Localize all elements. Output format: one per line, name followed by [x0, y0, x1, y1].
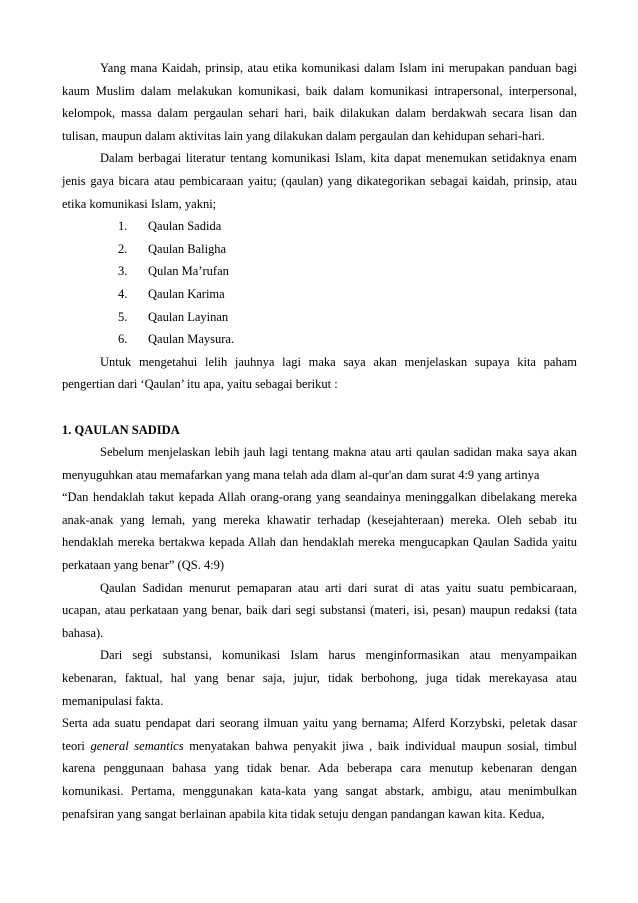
list-number: 3. — [118, 264, 128, 279]
list-item — [62, 306, 577, 329]
list-number: 2. — [118, 241, 128, 256]
qaulan-list — [62, 215, 577, 351]
paragraph-korzybski — [62, 712, 577, 825]
list-item — [62, 283, 577, 306]
list-text: Qaulan Baligha — [148, 241, 227, 256]
list-item — [62, 238, 577, 261]
list-number: 5. — [118, 309, 128, 324]
korzybski-text-end: menyatakan bahwa penyakit jiwa , baik individual maupun sosial, timbul karena penggunaan bahasa yang tidak benar. Ada beberapa cara menutup kebenaran dengan komunikasi. Pertama, menggunakan kata-kata yang sangat abstark, ambigu, atau menimbulkan penafsiran yang sangat berlainan apabila kita tidak setuju dengan pandangan kawan kita. Kedua, — [62, 738, 578, 821]
paragraph-literature: Dalam berbagai literatur tentang komunikasi Islam, kita dapat menemukan setidaknya enam jenis gaya bicara atau pembicaraan yaitu; (qaulan) yang dikategorikan sebagai kaidah, prinsip, atau etika komunikasi Islam, yakni; — [62, 151, 577, 211]
paragraph-sadida-intro: Sebelum menjelaskan lebih jauh lagi tentang makna atau arti qaulan sadidan maka saya akan menyuguhkan atau memafarkan yang mana telah ada dlam al-qur'an dam surat 4:9 yang artinya — [62, 445, 577, 482]
list-item — [62, 215, 577, 238]
list-number: 1. — [118, 219, 128, 234]
general-semantics-term: general semantics — [90, 738, 184, 753]
list-text: Qaulan Layinan — [148, 309, 229, 324]
list-text: Qaulan Karima — [148, 286, 225, 301]
list-number: 4. — [118, 286, 128, 301]
paragraph-transition: Untuk mengetahui lelih jauhnya lagi maka saya akan menjelaskan supaya kita paham pengertian dari ‘Qaulan’ itu apa, yaitu sebagai berikut : — [62, 354, 577, 392]
paragraph-substance: Dari segi substansi, komunikasi Islam harus menginformasikan atau menyampaikan kebenaran, faktual, hal yang benar saja, jujur, tidak berbohong, juga tidak merekayasa atau memanipulasi fakta. — [62, 648, 577, 708]
list-item — [62, 328, 577, 351]
list-text: Qulan Ma’rufan — [148, 264, 229, 279]
list-item — [62, 260, 577, 283]
paragraph-intro: Yang mana Kaidah, prinsip, atau etika komunikasi dalam Islam ini merupakan panduan bagi kaum Muslim dalam melakukan komunikasi, baik dalam komunikasi intrapersonal, interpersonal, kelompok, massa dalam pergaulan sehari hari, baik dilakukan dalam berdakwah secara lisan dan tulisan, maupun dalam aktivitas lain yang dilakukan dalam pergaulan dan kehidupan sehari-hari. — [62, 61, 577, 143]
list-number: 6. — [118, 332, 128, 347]
korzybski-text-start: Serta ada suatu pendapat dari seorang ilmuan yaitu yang bernama; Alferd Korzybski, peletak dasar teori — [62, 716, 577, 753]
paragraph-sadida-meaning: Qaulan Sadidan menurut pemaparan atau arti dari surat di atas yaitu suatu pembicaraan, ucapan, atau perkataan yang benar, baik dari segi substansi (materi, isi, pesan) maupun redaksi (tata bahasa). — [62, 580, 577, 640]
list-text: Qaulan Sadida — [148, 219, 222, 234]
list-text: Qaulan Maysura. — [148, 332, 235, 347]
document-page — [62, 57, 577, 825]
section-heading: 1. QAULAN SADIDA — [62, 422, 180, 437]
spacer — [62, 396, 577, 419]
paragraph-quran-quote: “Dan hendaklah takut kepada Allah orang-orang yang seandainya meninggalkan dibelakang mereka anak-anak yang lemah, yang mereka khawatir terhadap (kesejahteraan) mereka. Oleh sebab itu hendaklah mereka bertakwa kepada Allah dan hendaklah mereka mengucapkan Qaulan Sadida yaitu perkataan yang benar” (QS. 4:9) — [62, 490, 577, 573]
